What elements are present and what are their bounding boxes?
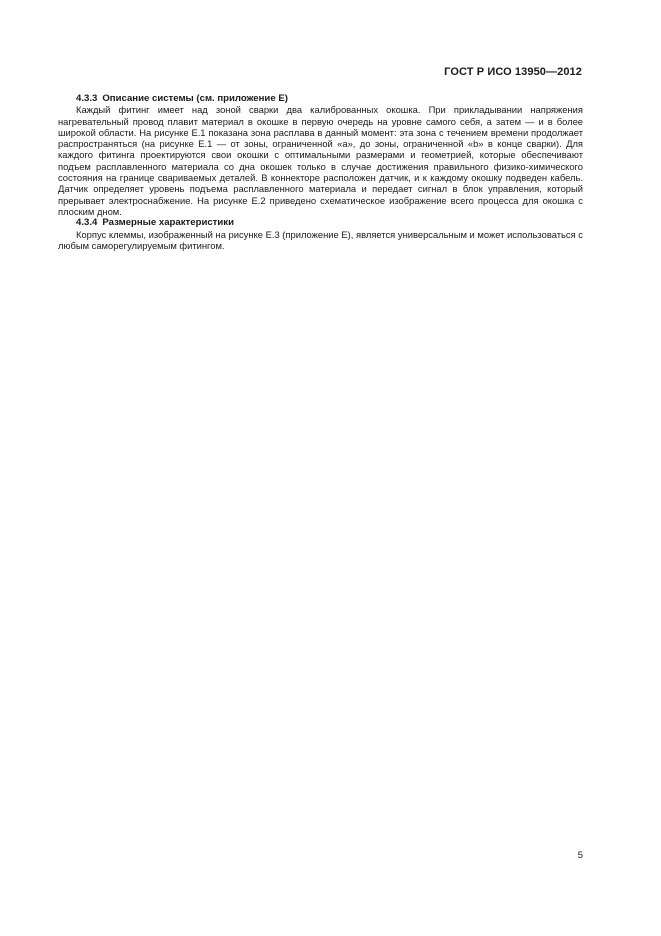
section-number: 4.3.3 [76,93,98,104]
section-title: Размерные характеристики [102,217,234,229]
section-4-3-3 [58,93,583,217]
section-4-3-4 [58,217,583,251]
section-heading [58,217,583,228]
section-heading [58,93,583,104]
paragraph: Каждый фитинг имеет над зоной сварки два калиброванных окошка. При прикладывании напряжения нагревательный провод плавит материал в окошке в первую очередь на уровне самого себя, а затем — и в более широкой области. На рисунке Е.1 показана зона расплава в данный момент: эта зона с течением времени продолжает распространяться (на рисунке Е.1 — от зоны, ограниченной «а», до зоны, ограниченной «b» в конце сварки). Для каждого фитинга проектируются свои окошки с оптимальными размерами и геометрией, которые обеспечивают подъем расплавленного материала со дна окошек только в случае достижения правильного физико-химического состояния на границе свариваемых деталей. В коннекторе расположен датчик, и к каждому окошку подведен кабель. Датчик определяет уровень подъема расплавленного материала и передает сигнал в блок управления, который прерывает электроснабжение. На рисунке Е.2 приведено схематическое изображение всего процесса для окошка с плоским дном. [58,104,583,217]
document-header: ГОСТ Р ИСО 13950—2012 [444,66,582,78]
page-number: 5 [577,849,583,860]
page-content [58,93,583,251]
section-number: 4.3.4 [76,217,98,229]
section-title: Описание системы (см. приложение Е) [102,93,288,104]
paragraph: Корпус клеммы, изображенный на рисунке Е.3 (приложение Е), является универсальным и может использоваться с любым саморегулируемым фитингом. [58,228,583,251]
